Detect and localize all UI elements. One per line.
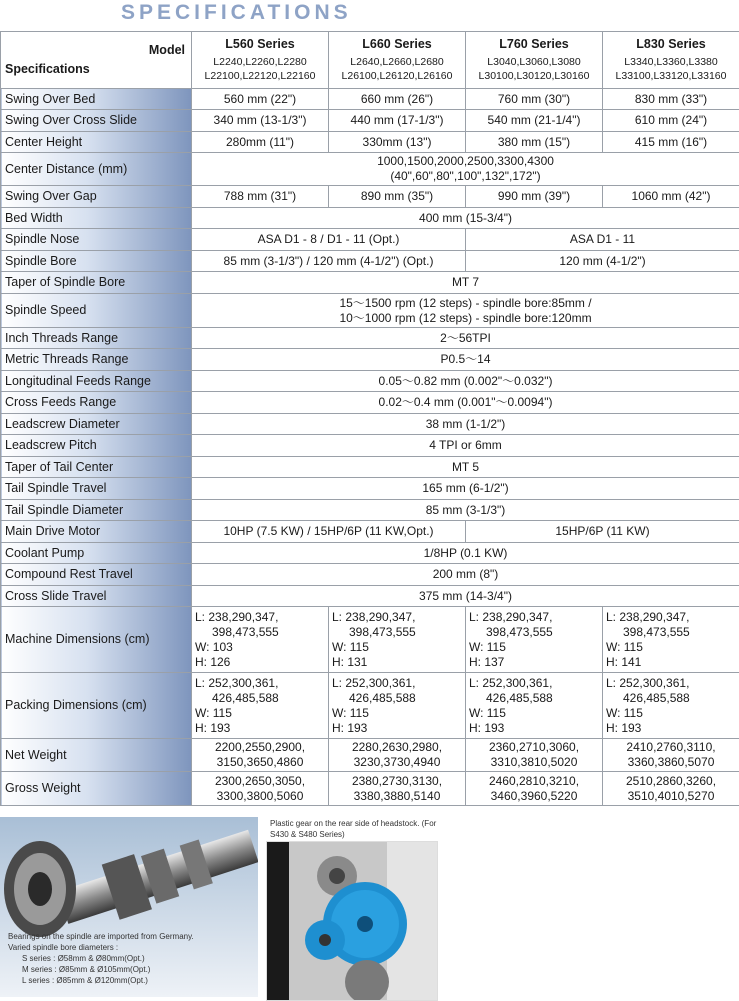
table-row bbox=[1, 186, 739, 208]
table-cell: L: 238,290,347, 398,473,555 W: 103 H: 126 bbox=[192, 607, 329, 673]
table-row bbox=[1, 208, 739, 229]
table-cell: 560 mm (22") bbox=[192, 89, 329, 110]
spindle-caption: Bearings on the spindle are imported from Germany. Varied spindle bore diameters : S series : Ø58mm & Ø80mm(Opt.) M series : Ø85mm & Ø105mm(Opt.) L series : Ø85mm & Ø120mm(Opt.) bbox=[8, 931, 194, 986]
row-label: Main Drive Motor bbox=[1, 521, 192, 543]
table-cell: 375 mm (14-3/4") bbox=[192, 586, 739, 607]
series-header-l830: L830 Series L3340,L3360,L3380 L33100,L33120,L33160 bbox=[603, 32, 739, 89]
row-label: Metric Threads Range bbox=[1, 349, 192, 371]
row-label: Net Weight bbox=[1, 739, 192, 772]
row-label: Machine Dimensions (cm) bbox=[1, 607, 192, 673]
table-cell: 15HP/6P (11 KW) bbox=[466, 521, 739, 543]
table-cell: 330mm (13") bbox=[329, 132, 466, 153]
table-cell: 15～1500 rpm (12 steps) - spindle bore:85mm / 10～1000 rpm (12 steps) - spindle bore:120mm bbox=[192, 294, 739, 328]
table-cell: ASA D1 - 11 bbox=[466, 229, 739, 251]
table-cell: 2280,2630,2980, 3230,3730,4940 bbox=[329, 739, 466, 772]
table-cell: 1/8HP (0.1 KW) bbox=[192, 543, 739, 564]
table-row bbox=[1, 543, 739, 564]
table-cell: L: 252,300,361, 426,485,588 W: 115 H: 193 bbox=[466, 673, 603, 739]
table-cell: 380 mm (15") bbox=[466, 132, 603, 153]
table-cell: 85 mm (3-1/3") bbox=[192, 500, 739, 521]
table-cell: 10HP (7.5 KW) / 15HP/6P (11 KW,Opt.) bbox=[192, 521, 466, 543]
row-label: Taper of Tail Center bbox=[1, 457, 192, 478]
table-cell: 2～56TPI bbox=[192, 328, 739, 349]
table-cell: 2360,2710,3060, 3310,3810,5020 bbox=[466, 739, 603, 772]
table-cell: L: 238,290,347, 398,473,555 W: 115 H: 137 bbox=[466, 607, 603, 673]
specifications-table bbox=[0, 31, 739, 806]
table-cell: 200 mm (8") bbox=[192, 564, 739, 586]
table-cell: 440 mm (17-1/3") bbox=[329, 110, 466, 132]
table-row bbox=[1, 457, 739, 478]
table-cell: 890 mm (35") bbox=[329, 186, 466, 208]
table-cell: 2300,2650,3050, 3300,3800,5060 bbox=[192, 772, 329, 806]
table-cell: 830 mm (33") bbox=[603, 89, 739, 110]
table-cell: 1000,1500,2000,2500,3300,4300 (40",60",80",100",132",172") bbox=[192, 153, 739, 186]
series-header-l760: L760 Series L3040,L3060,L3080 L30100,L30120,L30160 bbox=[466, 32, 603, 89]
table-row bbox=[1, 414, 739, 435]
row-label: Inch Threads Range bbox=[1, 328, 192, 349]
table-cell: P0.5～14 bbox=[192, 349, 739, 371]
row-label: Taper of Spindle Bore bbox=[1, 272, 192, 294]
table-cell: L: 252,300,361, 426,485,588 W: 115 H: 193 bbox=[603, 673, 739, 739]
row-label: Spindle Speed bbox=[1, 294, 192, 328]
table-row bbox=[1, 229, 739, 251]
table-cell: L: 252,300,361, 426,485,588 W: 115 H: 193 bbox=[329, 673, 466, 739]
table-row bbox=[1, 392, 739, 414]
table-cell: 1060 mm (42") bbox=[603, 186, 739, 208]
table-cell: 990 mm (39") bbox=[466, 186, 603, 208]
table-cell: MT 7 bbox=[192, 272, 739, 294]
table-row bbox=[1, 607, 739, 673]
table-cell: 540 mm (21-1/4") bbox=[466, 110, 603, 132]
table-cell: 2510,2860,3260, 3510,4010,5270 bbox=[603, 772, 739, 806]
table-header-row bbox=[1, 32, 739, 89]
table-row bbox=[1, 251, 739, 272]
row-label: Swing Over Gap bbox=[1, 186, 192, 208]
table-row bbox=[1, 328, 739, 349]
table-cell: 2410,2760,3110, 3360,3860,5070 bbox=[603, 739, 739, 772]
row-label: Tail Spindle Travel bbox=[1, 478, 192, 500]
series-header-l560: L560 Series L2240,L2260,L2280 L22100,L22120,L22160 bbox=[192, 32, 329, 89]
row-label: Swing Over Cross Slide bbox=[1, 110, 192, 132]
plastic-gear-photo bbox=[266, 841, 438, 1001]
table-row bbox=[1, 153, 739, 186]
row-label: Bed Width bbox=[1, 208, 192, 229]
table-cell: 610 mm (24") bbox=[603, 110, 739, 132]
specifications-label: Specifications bbox=[5, 62, 90, 77]
table-cell: 415 mm (16") bbox=[603, 132, 739, 153]
table-cell: 120 mm (4-1/2") bbox=[466, 251, 739, 272]
series-header-l660: L660 Series L2640,L2660,L2680 L26100,L26120,L26160 bbox=[329, 32, 466, 89]
table-row bbox=[1, 371, 739, 392]
table-cell: 0.05～0.82 mm (0.002"～0.032") bbox=[192, 371, 739, 392]
row-label: Packing Dimensions (cm) bbox=[1, 673, 192, 739]
table-cell: 280mm (11") bbox=[192, 132, 329, 153]
table-row bbox=[1, 739, 739, 772]
table-row bbox=[1, 586, 739, 607]
row-label: Swing Over Bed bbox=[1, 89, 192, 110]
row-label: Gross Weight bbox=[1, 772, 192, 806]
table-row bbox=[1, 478, 739, 500]
bottom-photos bbox=[0, 813, 739, 1000]
table-row bbox=[1, 132, 739, 153]
row-label: Center Height bbox=[1, 132, 192, 153]
row-label: Cross Slide Travel bbox=[1, 586, 192, 607]
row-label: Compound Rest Travel bbox=[1, 564, 192, 586]
table-cell: 2460,2810,3210, 3460,3960,5220 bbox=[466, 772, 603, 806]
table-row bbox=[1, 521, 739, 543]
table-cell: MT 5 bbox=[192, 457, 739, 478]
table-cell: 400 mm (15-3/4") bbox=[192, 208, 739, 229]
table-row bbox=[1, 673, 739, 739]
table-cell: L: 252,300,361, 426,485,588 W: 115 H: 193 bbox=[192, 673, 329, 739]
table-cell: 760 mm (30") bbox=[466, 89, 603, 110]
table-cell: 165 mm (6-1/2") bbox=[192, 478, 739, 500]
table-cell: 788 mm (31") bbox=[192, 186, 329, 208]
table-row bbox=[1, 435, 739, 457]
table-cell: 2380,2730,3130, 3380,3880,5140 bbox=[329, 772, 466, 806]
table-cell: L: 238,290,347, 398,473,555 W: 115 H: 141 bbox=[603, 607, 739, 673]
table-cell: 2200,2550,2900, 3150,3650,4860 bbox=[192, 739, 329, 772]
page-title: SPECIFICATIONS bbox=[121, 0, 352, 26]
table-cell: 85 mm (3-1/3") / 120 mm (4-1/2") (Opt.) bbox=[192, 251, 466, 272]
row-label: Tail Spindle Diameter bbox=[1, 500, 192, 521]
table-row bbox=[1, 294, 739, 328]
table-cell: 38 mm (1-1/2") bbox=[192, 414, 739, 435]
header-label-cell bbox=[1, 32, 192, 89]
table-row bbox=[1, 89, 739, 110]
row-label: Leadscrew Pitch bbox=[1, 435, 192, 457]
row-label: Spindle Nose bbox=[1, 229, 192, 251]
table-row bbox=[1, 349, 739, 371]
table-row bbox=[1, 500, 739, 521]
table-cell: ASA D1 - 8 / D1 - 11 (Opt.) bbox=[192, 229, 466, 251]
row-label: Coolant Pump bbox=[1, 543, 192, 564]
row-label: Center Distance (mm) bbox=[1, 153, 192, 186]
table-cell: 340 mm (13-1/3") bbox=[192, 110, 329, 132]
table-cell: 0.02～0.4 mm (0.001"～0.0094") bbox=[192, 392, 739, 414]
table-cell: 660 mm (26") bbox=[329, 89, 466, 110]
gear-caption: Plastic gear on the rear side of headstock. (For S430 & S480 Series) bbox=[270, 818, 460, 840]
row-label: Spindle Bore bbox=[1, 251, 192, 272]
row-label: Cross Feeds Range bbox=[1, 392, 192, 414]
table-row bbox=[1, 564, 739, 586]
table-row bbox=[1, 110, 739, 132]
model-label: Model bbox=[149, 43, 185, 58]
table-row bbox=[1, 772, 739, 806]
row-label: Leadscrew Diameter bbox=[1, 414, 192, 435]
table-row bbox=[1, 272, 739, 294]
table-cell: 4 TPI or 6mm bbox=[192, 435, 739, 457]
table-cell: L: 238,290,347, 398,473,555 W: 115 H: 131 bbox=[329, 607, 466, 673]
row-label: Longitudinal Feeds Range bbox=[1, 371, 192, 392]
